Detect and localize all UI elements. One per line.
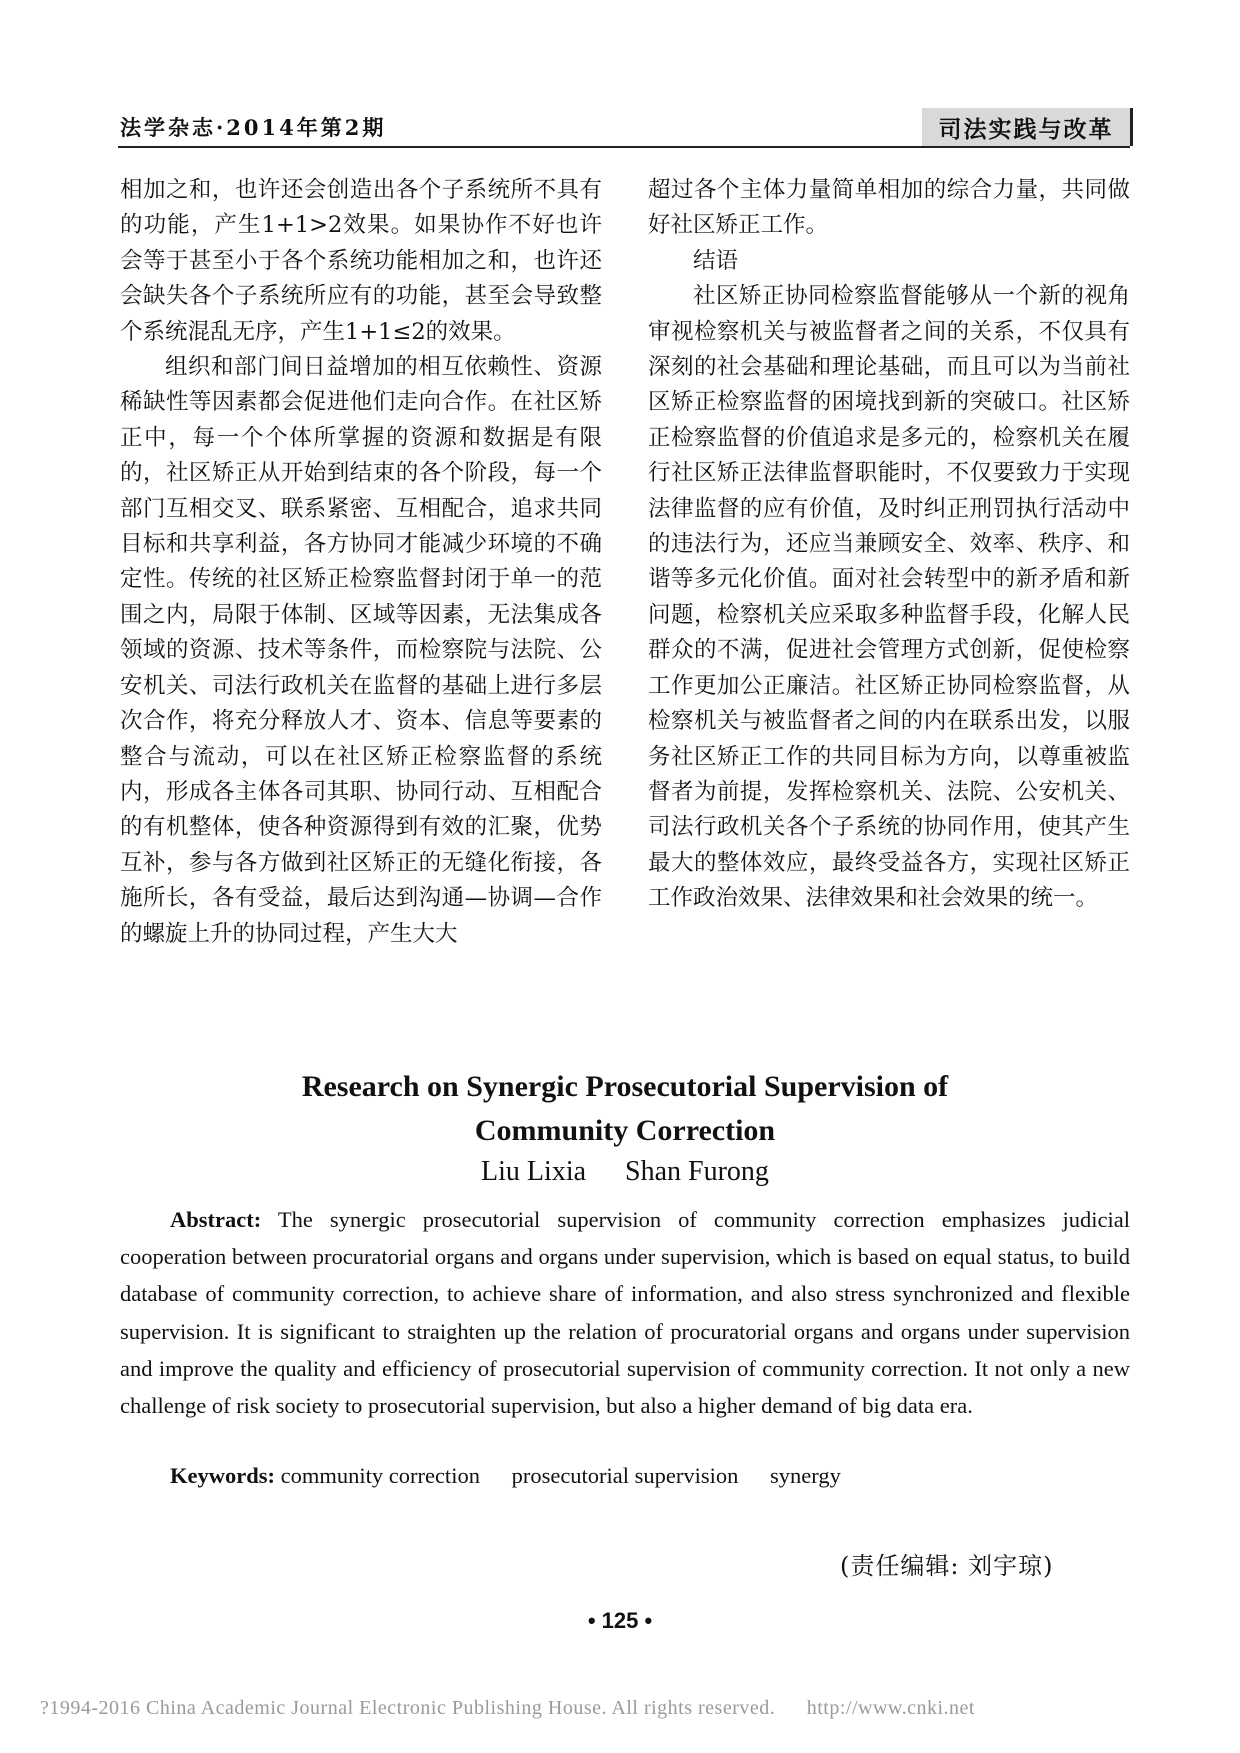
- journal-header: 法学杂志·2014年第2期: [120, 115, 387, 140]
- author-name: Shan Furong: [625, 1156, 769, 1187]
- footer: [40, 1697, 1220, 1720]
- english-title-line: Research on Synergic Prosecutorial Supervision of: [301, 1070, 949, 1103]
- paragraph: 社区矫正协同检察监督能够从一个新的视角审视检察机关与被监督者之间的关系，不仅具有深刻的社会基础和理论基础，而且可以为当前社区矫正检察监督的困境找到新的突破口。社区矫正检察监督的价值追求是多元的，检察机关在履行社区矫正法律监督职能时，不仅要致力于实现法律监督的应有价值，及时纠正刑罚执行活动中的违法行为，还应当兼顾安全、效率、秩序、和谐等多元化价值。面对社会转型中的新矛盾和新问题，检察机关应采取多种监督手段，化解人民群众的不满，促进社会管理方式创新，促使检察工作更加公正廉洁。社区矫正协同检察监督，从检察机关与被监督者之间的内在联系出发，以服务社区矫正工作的共同目标为方向，以尊重被监督者为前提，发挥检察机关、法院、公安机关、司法行政机关各个子系统的协同作用，使其产生最大的整体效应，最终受益各方，实现社区矫正工作政治效果、法律效果和社会效果的统一。: [648, 283, 1130, 912]
- author-name: Liu Lixia: [481, 1156, 587, 1187]
- abstract-paragraph: [120, 1201, 1130, 1424]
- header-rule: [118, 146, 1130, 148]
- english-title-line: Community Correction: [474, 1114, 776, 1147]
- keyword: prosecutorial supervision: [511, 1463, 739, 1488]
- english-authors: [120, 1156, 1130, 1188]
- keywords-label: Keywords:: [170, 1463, 275, 1488]
- editor-note: (责任编辑: 刘宇琼): [840, 1552, 1054, 1580]
- english-abstract: [120, 1201, 1130, 1424]
- keyword: community correction: [280, 1463, 480, 1488]
- english-title: [120, 1065, 1130, 1153]
- abstract-label: Abstract:: [170, 1207, 262, 1232]
- keyword: synergy: [770, 1463, 841, 1488]
- page-number: • 125 •: [587, 1608, 653, 1633]
- paragraph: 相加之和，也许还会创造出各个子系统所不具有的功能，产生1+1>2效果。如果协作不好也许会等于甚至小于各个系统功能相加之和，也许还会缺失各个子系统所应有的功能，甚至会导致整个系统混乱无序，产生1+1≤2的效果。: [120, 177, 602, 345]
- abstract-text: The synergic prosecutorial supervision of community correction emphasizes judicial cooperation between procuratorial organs and organs under supervision, which is based on equal status, to build database of community correction, to achieve share of information, and also stress synchronized and flexible supervision. It is significant to straighten up the relation of procuratorial organs and organs under supervision and improve the quality and efficiency of prosecutorial supervision of community correction. It not only a new challenge of risk society to prosecutorial supervision, but also a higher demand of big data era.: [120, 1207, 1130, 1419]
- conclusion-heading: 结语: [693, 247, 739, 274]
- paragraph: 组织和部门间日益增加的相互依赖性、资源稀缺性等因素都会促进他们走向合作。在社区矫正中，每一个个体所掌握的资源和数据是有限的，社区矫正从开始到结束的各个阶段，每一个部门互相交叉、联系紧密、互相配合，追求共同目标和共享利益，各方协同才能减少环境的不确定性。传统的社区矫正检察监督封闭于单一的范围之内，局限于体制、区域等因素，无法集成各领域的资源、技术等条件，而检察院与法院、公安机关、司法行政机关在监督的基础上进行多层次合作，将充分释放人才、资本、信息等要素的整合与流动，可以在社区矫正检察监督的系统内，形成各主体各司其职、协同行动、互相配合的有机整体，使各种资源得到有效的汇聚，优势互补，参与各方做到社区矫正的无缝化衔接，各施所长，各有受益，最后达到沟通—协调—合作的螺旋上升的协同过程，产生大大: [120, 354, 602, 947]
- footer-link[interactable]: http://www.cnki.net: [806, 1697, 975, 1719]
- copyright-text: ?1994-2016 China Academic Journal Electronic Publishing House. All rights reserved.: [40, 1697, 776, 1719]
- english-keywords: [170, 1463, 867, 1489]
- paragraph: 超过各个主体力量简单相加的综合力量，共同做好社区矫正工作。: [648, 177, 1130, 239]
- right-column: [648, 173, 1130, 917]
- section-label: 司法实践与改革: [922, 108, 1133, 146]
- left-column: [120, 173, 602, 952]
